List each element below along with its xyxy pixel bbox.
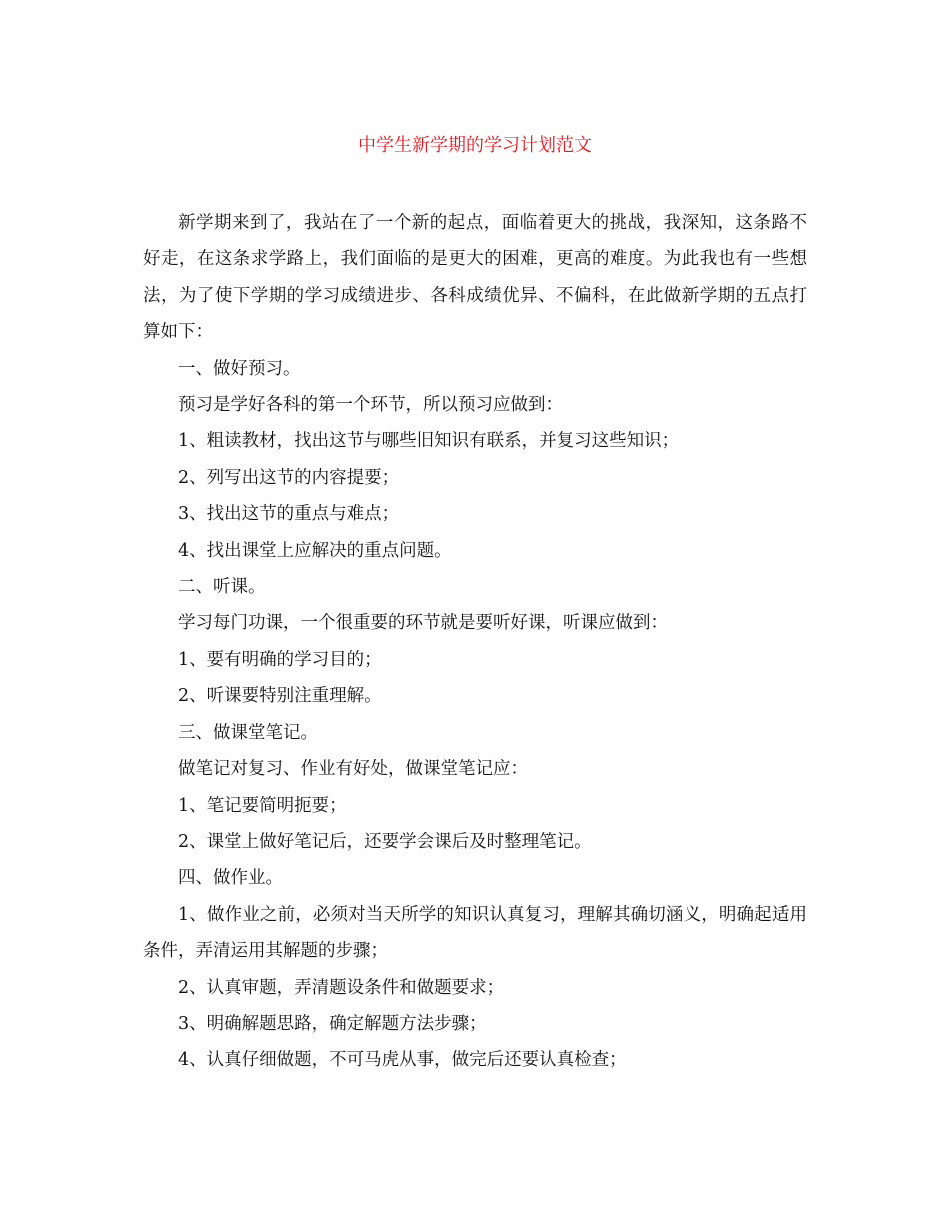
section-heading-preview: 一、做好预习。 bbox=[178, 358, 301, 379]
section-heading-homework: 四、做作业。 bbox=[178, 868, 283, 889]
list-item: 3、明确解题思路，确定解题方法步骤； bbox=[178, 1013, 487, 1034]
document-title: 中学生新学期的学习计划范文 bbox=[358, 135, 592, 156]
section-heading-notes: 三、做课堂笔记。 bbox=[178, 722, 318, 743]
list-item: 2、认真审题，弄清题设条件和做题要求； bbox=[178, 977, 505, 998]
list-item: 2、听课要特别注重理解。 bbox=[178, 686, 382, 707]
list-item: 1、要有明确的学习目的； bbox=[178, 649, 382, 670]
list-item: 4、找出课堂上应解决的重点问题。 bbox=[178, 540, 452, 561]
paragraph: 预习是学好各科的第一个环节，所以预习应做到： bbox=[178, 395, 563, 416]
list-item: 1、做作业之前，必须对当天所学的知识认真复习，理解其确切涵义，明确起适用条件，弄清运用其解题的步骤； bbox=[143, 904, 807, 962]
list-item: 2、列写出这节的内容提要； bbox=[178, 467, 400, 488]
paragraph-intro: 新学期来到了，我站在了一个新的起点，面临着更大的挑战，我深知，这条路不好走，在这条求学路上，我们面临的是更大的困难，更高的难度。为此我也有一些想法，为了使下学期的学习成绩进步、各科成绩优异、不偏科，在此做新学期的五点打算如下： bbox=[143, 213, 807, 343]
list-item: 3、找出这节的重点与难点； bbox=[178, 504, 400, 525]
list-item: 2、课堂上做好笔记后，还要学会课后及时整理笔记。 bbox=[178, 831, 592, 852]
list-item: 4、认真仔细做题，不可马虎从事，做完后还要认真检查； bbox=[178, 1050, 627, 1071]
document-body bbox=[143, 205, 807, 1079]
paragraph: 学习每门功课，一个很重要的环节就是要听好课，听课应做到： bbox=[178, 613, 668, 634]
list-item: 1、笔记要简明扼要； bbox=[178, 795, 347, 816]
section-heading-listening: 二、听课。 bbox=[178, 577, 266, 598]
paragraph: 做笔记对复习、作业有好处，做课堂笔记应： bbox=[178, 759, 528, 780]
list-item: 1、粗读教材，找出这节与哪些旧知识有联系，并复习这些知识； bbox=[178, 431, 680, 452]
